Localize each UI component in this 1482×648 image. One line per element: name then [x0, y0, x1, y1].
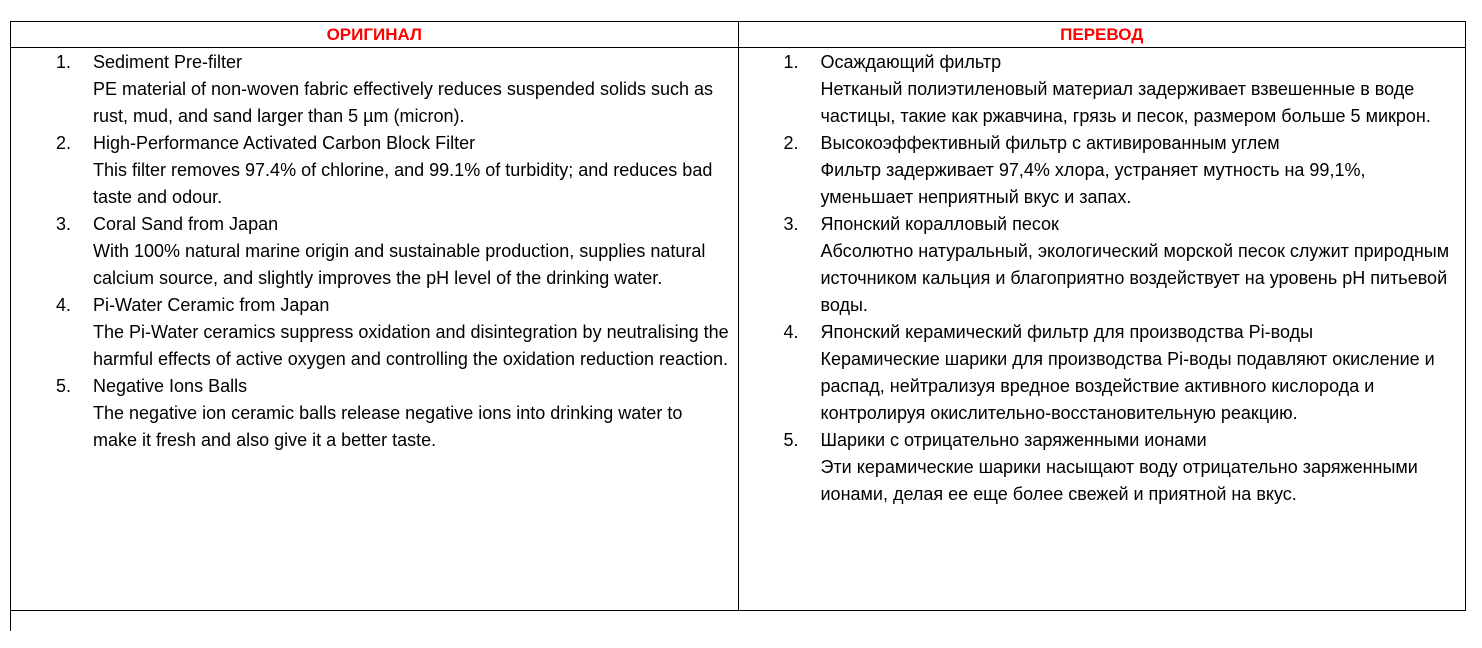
list-item	[739, 319, 1466, 427]
list-item	[739, 211, 1466, 319]
item-description: This filter removes 97.4% of chlorine, and 99.1% of turbidity; and reduces bad taste and odour.	[93, 160, 713, 207]
item-description: The Pi-Water ceramics suppress oxidation and disintegration by neutralising the harmful effects of active oxygen and controlling the oxidation reduction reaction.	[93, 322, 729, 369]
header-row	[11, 22, 1466, 48]
list-item	[11, 211, 738, 292]
list-item	[11, 49, 738, 130]
header-translation: ПЕРЕВОД	[738, 22, 1466, 48]
item-description: Абсолютно натуральный, экологический морской песок служит природным источником кальция и благоприятно воздействует на уровень pH питьевой воды.	[820, 241, 1450, 315]
item-title: High-Performance Activated Carbon Block Filter	[93, 133, 476, 153]
item-title: Японский керамический фильтр для производства Pi-воды	[820, 322, 1314, 342]
item-number: 2.	[56, 133, 72, 153]
item-title: Coral Sand from Japan	[93, 214, 279, 234]
item-description: Керамические шарики для производства Pi-воды подавляют окисление и распад, нейтрализуя вредное воздействие активного кислорода и контролируя окислительно-восстановительную реакцию.	[820, 349, 1435, 423]
item-title: Pi-Water Ceramic from Japan	[93, 295, 330, 315]
item-title: Осаждающий фильтр	[820, 52, 1002, 72]
table-continuation-border	[10, 611, 11, 631]
header-original: ОРИГИНАЛ	[11, 22, 739, 48]
item-number: 3.	[56, 214, 72, 234]
original-list	[11, 48, 738, 454]
item-number: 1.	[783, 52, 799, 72]
item-number: 4.	[56, 295, 72, 315]
translation-cell	[738, 48, 1466, 611]
item-description: The negative ion ceramic balls release negative ions into drinking water to make it fresh and also give it a better taste.	[93, 403, 683, 450]
item-title: Высокоэффективный фильтр с активированным углем	[820, 133, 1280, 153]
item-number: 1.	[56, 52, 72, 72]
item-number: 4.	[783, 322, 799, 342]
item-description: PE material of non-woven fabric effectively reduces suspended solids such as rust, mud, and sand larger than 5 µm (micron).	[93, 79, 713, 126]
list-item	[739, 130, 1466, 211]
item-number: 5.	[783, 430, 799, 450]
item-number: 5.	[56, 376, 72, 396]
item-title: Sediment Pre-filter	[93, 52, 243, 72]
translation-list	[739, 48, 1466, 508]
list-item	[11, 373, 738, 454]
translation-table	[10, 21, 1466, 611]
list-item	[11, 130, 738, 211]
item-description: Фильтр задерживает 97,4% хлора, устраняет мутность на 99,1%, уменьшает неприятный вкус и запах.	[820, 160, 1366, 207]
item-number: 3.	[783, 214, 799, 234]
item-description: With 100% natural marine origin and sustainable production, supplies natural calcium source, and slightly improves the pH level of the drinking water.	[93, 241, 706, 288]
item-title: Negative Ions Balls	[93, 376, 248, 396]
list-item	[739, 49, 1466, 130]
item-description: Нетканый полиэтиленовый материал задерживает взвешенные в воде частицы, такие как ржавчина, грязь и песок, размером больше 5 микрон.	[820, 79, 1431, 126]
item-title: Шарики с отрицательно заряженными ионами	[820, 430, 1207, 450]
item-description: Эти керамические шарики насыщают воду отрицательно заряженными ионами, делая ее еще более свежей и приятной на вкус.	[820, 457, 1418, 504]
original-cell	[11, 48, 739, 611]
item-title: Японский коралловый песок	[820, 214, 1059, 234]
content-row	[11, 48, 1466, 611]
list-item	[11, 292, 738, 373]
list-item	[739, 427, 1466, 508]
item-number: 2.	[783, 133, 799, 153]
